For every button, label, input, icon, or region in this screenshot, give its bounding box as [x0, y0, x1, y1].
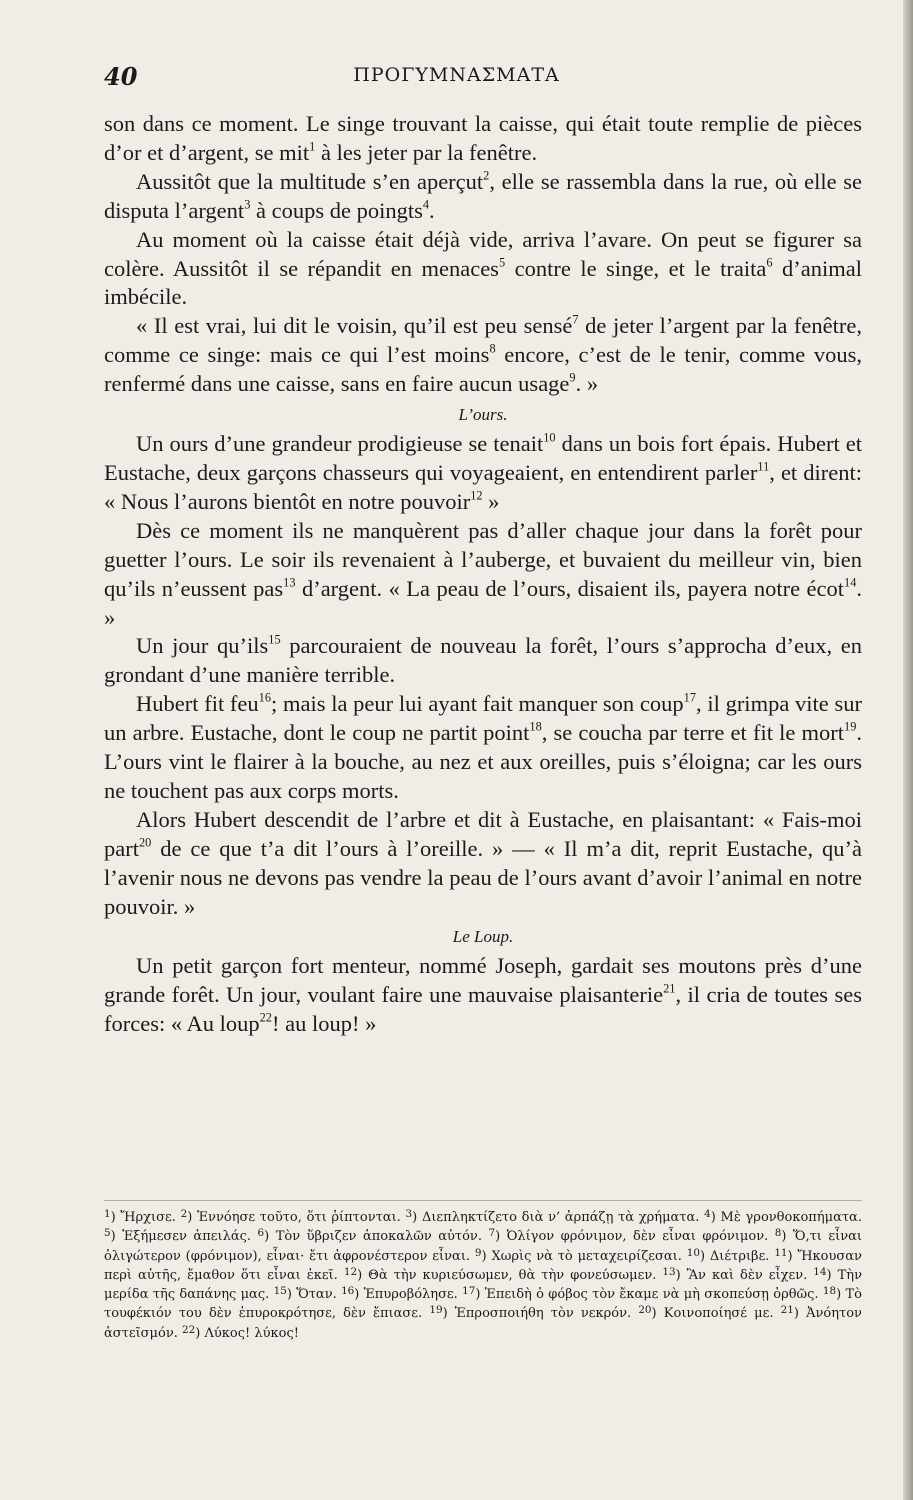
- footnote: $^8$) Ὅ,τι εἶναι ὀλιγώτερον (φρόνιμον), εἶναι· ἔτι ἀφρονέστερον εἶναι.: [104, 1227, 862, 1264]
- footnote-ref: 14: [844, 575, 857, 590]
- footnote: $^{14}$) Τὴν μερίδα τῆς δαπάνης μας.: [104, 1265, 862, 1303]
- footnote-number: 4: [704, 1207, 711, 1220]
- footnote: $^{18}$) Τὸ τουφέκιόν του δὲν ἐπυροκρότησε, δὲν ἔπιασε.: [104, 1285, 862, 1322]
- page-edge-shadow: [903, 0, 913, 1500]
- footnote: $^{20}$) Κοινοποίησέ με.: [638, 1304, 774, 1322]
- footnote-ref: 19: [844, 719, 857, 734]
- footnote-text: Τὸ τουφέκιόν του δὲν ἐπυροκρότησε, δὲν ἔπιασε.: [104, 1287, 862, 1322]
- footnote-ref: 13: [283, 575, 296, 590]
- footnote: $^{21}$) Ἀνόητον ἀστεῖσμόν.: [104, 1304, 862, 1341]
- text-segment: d’argent. « La peau de l’ours, disaient ils, payera notre écot: [295, 575, 845, 601]
- footnote-separator: [104, 1200, 862, 1201]
- footnote-number: 16: [341, 1285, 355, 1298]
- footnote: $^5$) Ἐξήμεσεν ἀπειλάς.: [104, 1227, 252, 1245]
- footnote-ref: 18: [529, 719, 542, 734]
- footnote-number: 10: [686, 1246, 700, 1259]
- paragraph: [104, 806, 862, 922]
- footnote-number: 5: [104, 1227, 111, 1240]
- footnote: $^9$) Χωρὶς νὰ τὸ μεταχειρίζεσαι.: [474, 1246, 682, 1264]
- footnote-text: Ὅ,τι εἶναι ὀλιγώτερον (φρόνιμον), εἶναι· ἔτι ἀφρονέστερον εἶναι.: [104, 1229, 862, 1264]
- footnote: $^{10}$) Διέτριβε.: [686, 1246, 770, 1264]
- footnote-number: 21: [780, 1304, 794, 1317]
- text-segment: Aussitôt que la multitude s’en aperçut: [136, 168, 484, 194]
- footnote-ref: 20: [138, 835, 152, 850]
- footnote-text: Ἐννόησε τοῦτο, ὅτι ῥίπτονται.: [196, 1210, 401, 1225]
- footnote-text: Διεπληκτίζετο διὰ ν’ ἁρπάζῃ τὰ χρήματα.: [421, 1210, 700, 1225]
- text-segment: Un petit garçon fort menteur, nommé Joseph, gardait ses moutons près d’une grande forêt. Un jour, voulant faire une mauvaise plaisanterie: [104, 953, 862, 1008]
- footnote-number: 3: [405, 1207, 413, 1220]
- footnote: $^6$) Τὸν ὕβριζεν ἀποκαλῶν αὐτόν.: [257, 1227, 482, 1245]
- footnote: $^{12}$) Θὰ τὴν κυριεύσωμεν, θὰ τὴν φονεύσωμεν.: [343, 1265, 657, 1283]
- footnote-ref: 10: [543, 430, 556, 445]
- text-segment: ; mais la peur lui ayant fait manquer son coup: [271, 691, 684, 717]
- section-title: [104, 921, 862, 952]
- footnote: $^7$) Ὀλίγον φρόνιμον, δὲν εἶναι φρόνιμον.: [488, 1227, 769, 1245]
- text-segment: , elle se rassembla dans la rue, où elle se disputa l’argent: [104, 168, 863, 223]
- text-segment: contre le singe, et le traita: [505, 255, 767, 281]
- footnote-ref: 4: [422, 197, 430, 212]
- text-segment: .: [429, 197, 435, 223]
- footnote-ref: 22: [259, 1011, 272, 1025]
- footnote-number: 19: [429, 1304, 443, 1317]
- footnote-ref: 7: [572, 313, 579, 328]
- text-segment: encore, c’est de le tenir, comme vous, renfermé dans une caisse, sans en faire aucun usage: [104, 342, 862, 397]
- text-segment: à les jeter par la fenêtre.: [315, 139, 538, 165]
- footnote-ref: 9: [569, 370, 576, 385]
- text-segment: Dès ce moment ils ne manquèrent pas d’aller chaque jour dans la forêt pour guetter l’ours. Le soir ils revenaient à l’auberge, et buvaient du meilleur vin, bien qu’ils n’eussent pas: [104, 517, 862, 601]
- section-title: [104, 399, 862, 430]
- footnote-ref: 12: [470, 488, 483, 503]
- footnote: $^3$) Διεπληκτίζετο διὰ ν’ ἁρπάζῃ τὰ χρήματα.: [405, 1207, 700, 1225]
- text-segment: Le Loup.: [452, 927, 514, 947]
- text-segment: , il cria de toutes ses forces: « Au loup: [104, 982, 862, 1037]
- text-segment: à coups de poingts: [250, 197, 423, 223]
- footnote-number: 22: [182, 1323, 196, 1336]
- paragraph: [104, 517, 862, 633]
- footnote-text: Κοινοποίησέ με.: [663, 1306, 774, 1322]
- footnote-text: Ἐπροσποιήθη τὸν νεκρόν.: [454, 1306, 632, 1322]
- paragraph: [104, 952, 862, 1039]
- footnote-number: 14: [813, 1265, 827, 1278]
- footnote-number: 18: [822, 1285, 837, 1298]
- footnote: $^1$) Ἤρχισε.: [104, 1207, 176, 1225]
- footnote-text: Λύκος! λύκος!: [204, 1325, 299, 1341]
- footnote-number: 2: [180, 1207, 188, 1220]
- footnote: $^4$) Μὲ γρονθοκοπήματα.: [704, 1207, 862, 1225]
- footnote: $^{19}$) Ἐπροσποιήθη τὸν νεκρόν.: [429, 1304, 632, 1322]
- footnote-ref: 5: [498, 255, 506, 270]
- footnote: $^{15}$) Ὅταν.: [273, 1285, 337, 1303]
- text-segment: de jeter l’argent par la fenêtre, comme ce singe: mais ce qui l’est moins: [104, 313, 862, 368]
- footnote-text: Ὀλίγον φρόνιμον, δὲν εἶναι φρόνιμον.: [506, 1229, 769, 1245]
- text-segment: , il grimpa vite sur un arbre. Eustache, dont le coup ne partit point: [104, 691, 862, 746]
- footnote: $^{11}$) Ἤκουσαν περὶ αὐτῆς, ἔμαθον ὅτι εἶναι ἐκεῖ.: [104, 1246, 862, 1283]
- footnote-number: 8: [774, 1227, 782, 1240]
- footnotes-block: [104, 1208, 862, 1343]
- paragraph: [104, 690, 862, 806]
- footnote-text: Τὴν μερίδα τῆς δαπάνης μας.: [104, 1267, 862, 1303]
- paragraph: [104, 312, 862, 399]
- footnote-text: Θὰ τὴν κυριεύσωμεν, θὰ τὴν φονεύσωμεν.: [368, 1267, 657, 1283]
- main-text: [104, 110, 862, 1039]
- text-segment: . »: [104, 575, 862, 630]
- text-segment: »: [482, 488, 500, 514]
- text-segment: Un ours d’une grandeur prodigieuse se tenait: [136, 431, 544, 457]
- text-segment: son dans ce moment. Le singe trouvant la caisse, qui était toute remplie de pièces d’or et d’argent, se mit: [104, 111, 862, 165]
- footnote-ref: 11: [757, 459, 770, 474]
- text-segment: dans un bois fort épais. Hubert et Eustache, deux garçons chasseurs qui voyageaient, en entendirent parler: [104, 431, 862, 485]
- footnote-ref: 21: [663, 982, 676, 997]
- footnote-number: 7: [488, 1227, 496, 1240]
- text-segment: Un jour qu’ils: [136, 633, 269, 659]
- text-segment: , se coucha par terre et fit le mort: [541, 720, 845, 746]
- paragraph: [104, 226, 862, 313]
- footnote-number: 11: [774, 1246, 788, 1259]
- running-title: ΠΡΟΓΥΜΝΑΣΜΑΤΑ: [353, 64, 560, 86]
- page-header: [104, 62, 809, 90]
- footnote-ref: 8: [489, 341, 496, 356]
- text-segment: parcouraient de nouveau la forêt, l’ours s’approcha d’eux, en grondant d’une manière terrible.: [104, 633, 863, 688]
- footnote: $^{22}$) Λύκος! λύκος!: [182, 1323, 299, 1341]
- footnote-text: Ἐπυροβόλησε.: [363, 1287, 458, 1303]
- paragraph: [104, 430, 862, 517]
- text-segment: de ce que t’a dit l’ours à l’oreille. » — « Il m’a dit, reprit Eustache, qu’à l’avenir nous ne devons pas vendre la peau de l’ours avant d’avoir l’animal en notre pouvoir. »: [104, 835, 862, 919]
- footnote-number: 9: [474, 1246, 482, 1259]
- text-segment: Au moment où la caisse était déjà vide, arriva l’avare. On peut se figurer sa colère. Aussitôt il se répandit en menaces: [104, 226, 862, 281]
- footnote-text: Χωρὶς νὰ τὸ μεταχειρίζεσαι.: [491, 1248, 682, 1264]
- footnote-number: 12: [343, 1265, 358, 1278]
- text-segment: Alors Hubert descendit de l’arbre et dit à Eustache, en plaisantant: « Fais-moi part: [104, 806, 862, 861]
- text-segment: ! au loup! »: [271, 1011, 377, 1037]
- footnote-ref: 15: [268, 633, 281, 648]
- footnote-number: 1: [104, 1207, 111, 1220]
- footnote-ref: 3: [244, 197, 251, 212]
- footnote-text: Μὲ γρονθοκοπήματα.: [720, 1210, 862, 1225]
- paragraph: [104, 168, 862, 226]
- footnote-ref: 17: [683, 690, 696, 705]
- footnote-text: Ἤκουσαν περὶ αὐτῆς, ἔμαθον ὅτι εἶναι ἐκεῖ.: [104, 1248, 862, 1283]
- footnote-text: Ἀνόητον ἀστεῖσμόν.: [104, 1306, 862, 1341]
- footnote-ref: 2: [483, 168, 490, 183]
- text-segment: . »: [575, 371, 599, 397]
- footnote-ref: 6: [766, 255, 773, 270]
- text-segment: L’ours.: [458, 405, 508, 425]
- footnote-text: Ἐξήμεσεν ἀπειλάς.: [122, 1229, 252, 1245]
- text-segment: Hubert fit feu: [136, 691, 259, 717]
- footnote-number: 15: [273, 1285, 287, 1298]
- paragraph: [104, 110, 862, 168]
- footnote-text: Ἂν καὶ δὲν εἶχεν.: [686, 1267, 808, 1283]
- footnote-text: Ὅταν.: [296, 1287, 337, 1303]
- footnote-text: Ἐπειδὴ ὁ φόβος τὸν ἔκαμε νὰ μὴ σκοπεύσῃ ὀρθῶς.: [484, 1287, 819, 1303]
- footnote-number: 13: [662, 1265, 676, 1278]
- text-segment: . L’ours vint le flairer à la bouche, au nez et aux oreilles, puis s’éloigna; car les ours ne touchent pas aux corps morts.: [104, 720, 862, 803]
- text-segment: d’animal imbécile.: [104, 255, 862, 310]
- footnote-number: 20: [638, 1304, 652, 1317]
- footnote-ref: 16: [258, 690, 272, 705]
- text-segment: « Il est vrai, lui dit le voisin, qu’il est peu sensé: [136, 313, 573, 339]
- footnote-text: Διέτριβε.: [709, 1248, 770, 1264]
- footnotes-text: [104, 1208, 862, 1343]
- footnote: $^{16}$) Ἐπυροβόλησε.: [341, 1285, 458, 1303]
- page-number: 40: [104, 62, 138, 91]
- footnote-text: Τὸν ὕβριζεν ἀποκαλῶν αὐτόν.: [275, 1229, 482, 1245]
- footnote-number: 6: [257, 1227, 265, 1240]
- footnote: $^{13}$) Ἂν καὶ δὲν εἶχεν.: [662, 1265, 808, 1283]
- footnote-ref: 1: [309, 139, 316, 154]
- footnote: $^{17}$) Ἐπειδὴ ὁ φόβος τὸν ἔκαμε νὰ μὴ σκοπεύσῃ ὀρθῶς.: [462, 1285, 819, 1303]
- footnote-number: 17: [462, 1285, 476, 1298]
- paragraph: [104, 632, 862, 690]
- footnote-text: Ἤρχισε.: [120, 1210, 176, 1225]
- footnote: $^2$) Ἐννόησε τοῦτο, ὅτι ῥίπτονται.: [180, 1207, 401, 1225]
- text-segment: , et dirent: « Nous l’aurons bientôt en notre pouvoir: [104, 459, 862, 514]
